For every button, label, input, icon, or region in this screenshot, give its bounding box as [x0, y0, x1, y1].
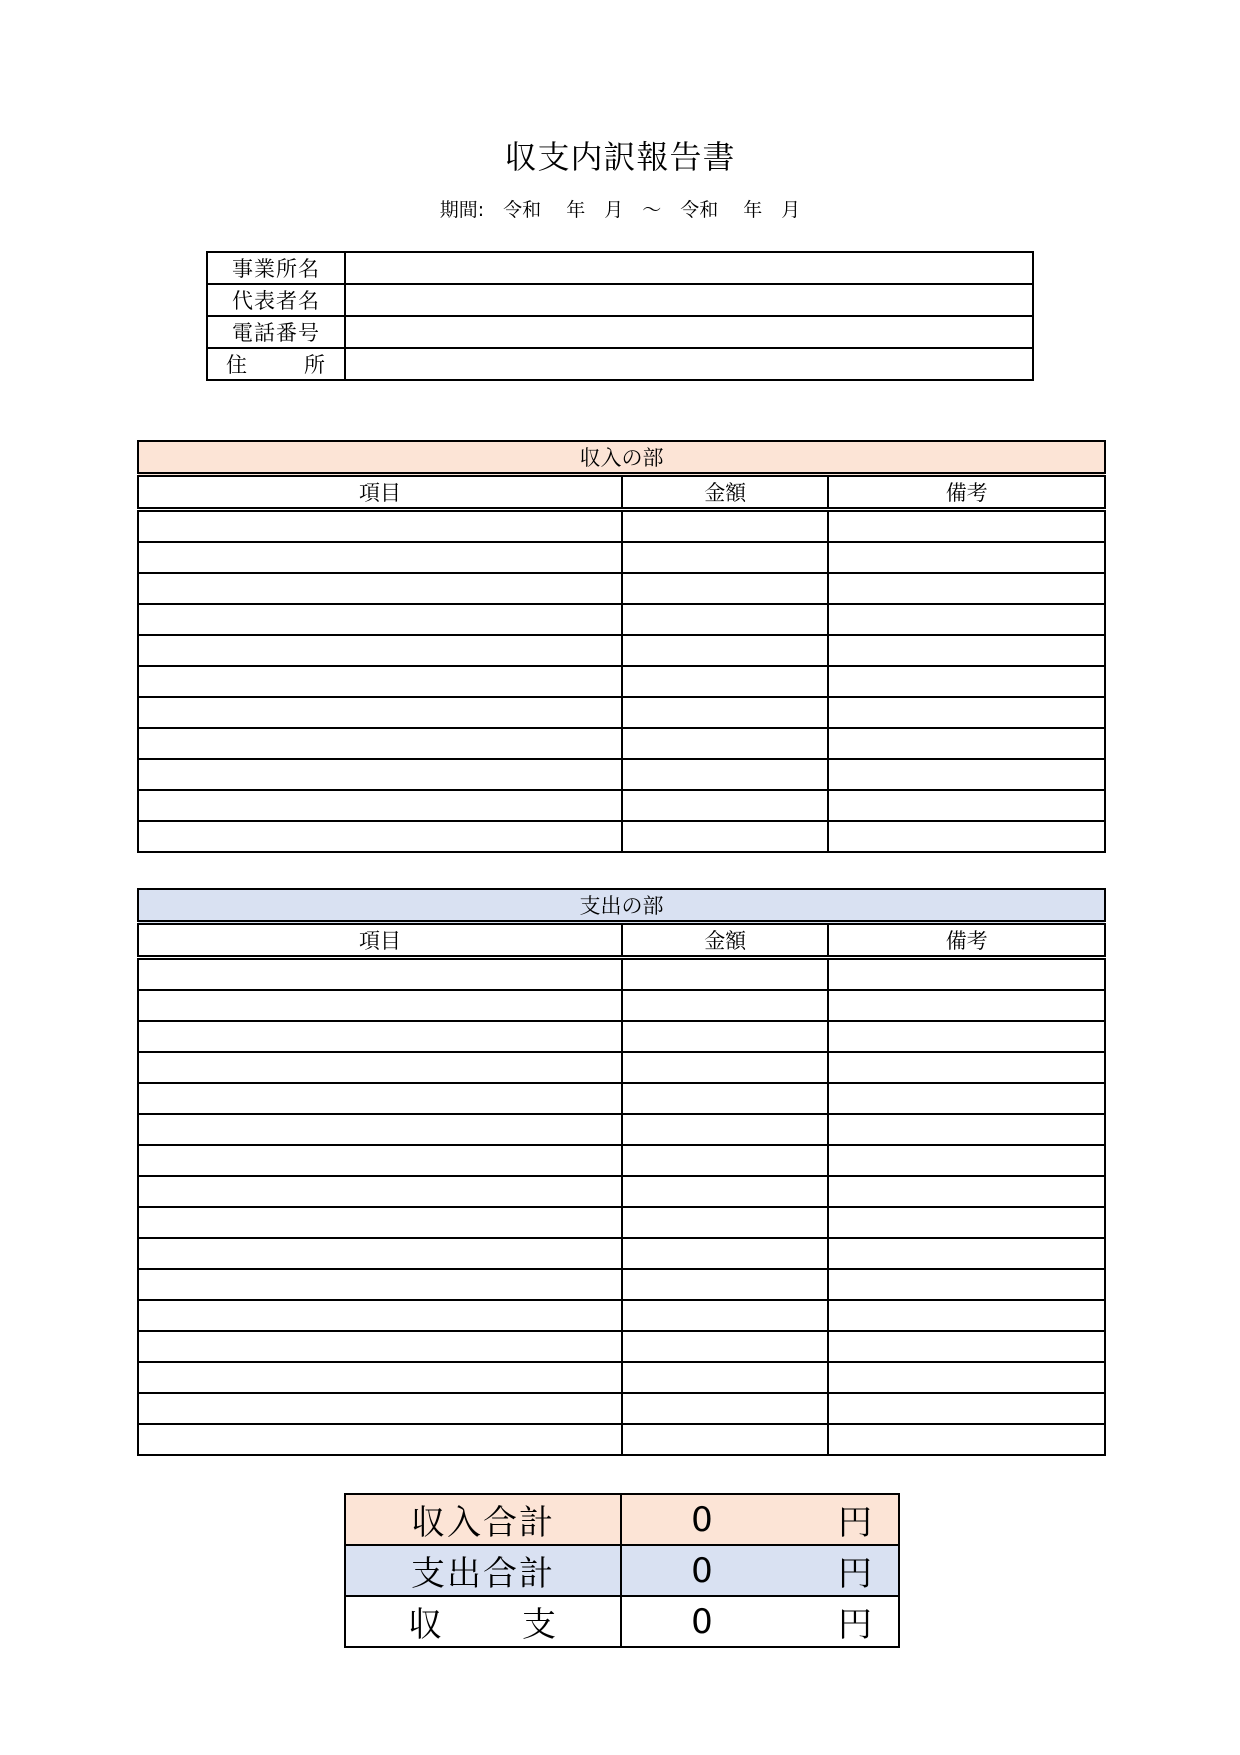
- expense-item-cell[interactable]: [138, 1083, 622, 1114]
- income-item-cell[interactable]: [138, 510, 622, 543]
- income-item-cell[interactable]: [138, 666, 622, 697]
- address-field[interactable]: [345, 348, 1033, 380]
- income-row: [138, 790, 1105, 821]
- expense-row: [138, 1207, 1105, 1238]
- expense-row: [138, 1393, 1105, 1424]
- expense-item-cell[interactable]: [138, 1424, 622, 1455]
- expense-amount-cell[interactable]: [622, 1114, 828, 1145]
- income-row: [138, 728, 1105, 759]
- representative-field[interactable]: [345, 284, 1033, 316]
- income-remark-cell[interactable]: [828, 542, 1105, 573]
- income-table: [137, 440, 1106, 853]
- expense-item-cell[interactable]: [138, 1114, 622, 1145]
- expense-item-cell[interactable]: [138, 958, 622, 991]
- summary-row-expense: [345, 1545, 899, 1596]
- expense-row: [138, 1083, 1105, 1114]
- expense-amount-cell[interactable]: [622, 1083, 828, 1114]
- income-item-cell[interactable]: [138, 759, 622, 790]
- expense-total-value: 0: [621, 1545, 782, 1596]
- expense-remark-cell[interactable]: [828, 1362, 1105, 1393]
- expense-amount-cell[interactable]: [622, 1207, 828, 1238]
- income-item-cell[interactable]: [138, 604, 622, 635]
- income-item-cell[interactable]: [138, 635, 622, 666]
- expense-row: [138, 1052, 1105, 1083]
- income-remark-cell[interactable]: [828, 821, 1105, 852]
- expense-item-cell[interactable]: [138, 1207, 622, 1238]
- expense-item-cell[interactable]: [138, 1238, 622, 1269]
- info-label: 代表者名: [207, 284, 345, 316]
- column-header-amount: 金額: [622, 923, 828, 958]
- expense-remark-cell[interactable]: [828, 1021, 1105, 1052]
- income-item-cell[interactable]: [138, 821, 622, 852]
- business-name-field[interactable]: [345, 252, 1033, 284]
- expense-remark-cell[interactable]: [828, 1145, 1105, 1176]
- info-row-phone: [207, 316, 1033, 348]
- income-row: [138, 759, 1105, 790]
- income-remark-cell[interactable]: [828, 790, 1105, 821]
- expense-remark-cell[interactable]: [828, 1083, 1105, 1114]
- income-row: [138, 821, 1105, 852]
- summary-row-balance: [345, 1596, 899, 1647]
- income-remark-cell[interactable]: [828, 635, 1105, 666]
- expense-amount-cell[interactable]: [622, 1424, 828, 1455]
- info-label: 事業所名: [207, 252, 345, 284]
- expense-item-cell[interactable]: [138, 1269, 622, 1300]
- expense-total-unit: 円: [782, 1545, 899, 1596]
- income-rows: [138, 510, 1105, 853]
- income-row: [138, 573, 1105, 604]
- expense-amount-cell[interactable]: [622, 1300, 828, 1331]
- income-total-value: 0: [621, 1494, 782, 1545]
- income-amount-cell[interactable]: [622, 542, 828, 573]
- expense-amount-cell[interactable]: [622, 1269, 828, 1300]
- income-item-cell[interactable]: [138, 728, 622, 759]
- business-info-table: [206, 251, 1034, 381]
- income-item-cell[interactable]: [138, 790, 622, 821]
- expense-amount-cell[interactable]: [622, 1238, 828, 1269]
- expense-amount-cell[interactable]: [622, 1145, 828, 1176]
- expense-remark-cell[interactable]: [828, 1393, 1105, 1424]
- info-row-representative: [207, 284, 1033, 316]
- income-row: [138, 510, 1105, 543]
- income-amount-cell[interactable]: [622, 666, 828, 697]
- expense-item-cell[interactable]: [138, 1052, 622, 1083]
- expense-item-cell[interactable]: [138, 1300, 622, 1331]
- summary-row-income: [345, 1494, 899, 1545]
- income-amount-cell[interactable]: [622, 790, 828, 821]
- expense-row: [138, 1145, 1105, 1176]
- income-header-row: [138, 475, 1105, 510]
- expense-row: [138, 1021, 1105, 1052]
- column-header-amount: 金額: [622, 475, 828, 510]
- expense-row: [138, 1300, 1105, 1331]
- income-remark-cell[interactable]: [828, 728, 1105, 759]
- income-remark-cell[interactable]: [828, 604, 1105, 635]
- column-header-remark: 備考: [828, 475, 1105, 510]
- column-header-item: 項目: [138, 923, 622, 958]
- expense-heading: 支出の部: [138, 889, 1105, 923]
- expense-amount-cell[interactable]: [622, 1021, 828, 1052]
- expense-remark-cell[interactable]: [828, 1052, 1105, 1083]
- expense-remark-cell[interactable]: [828, 1114, 1105, 1145]
- expense-item-cell[interactable]: [138, 1176, 622, 1207]
- balance-label: 収 支: [345, 1596, 621, 1647]
- income-total-unit: 円: [782, 1494, 899, 1545]
- expense-amount-cell[interactable]: [622, 958, 828, 991]
- income-remark-cell[interactable]: [828, 697, 1105, 728]
- income-remark-cell[interactable]: [828, 573, 1105, 604]
- expense-item-cell[interactable]: [138, 1362, 622, 1393]
- document-title: 収支内訳報告書: [504, 138, 736, 176]
- income-amount-cell[interactable]: [622, 728, 828, 759]
- expense-amount-cell[interactable]: [622, 1362, 828, 1393]
- income-row: [138, 697, 1105, 728]
- expense-item-cell[interactable]: [138, 1393, 622, 1424]
- info-row-business-name: [207, 252, 1033, 284]
- expense-remark-cell[interactable]: [828, 1300, 1105, 1331]
- expense-total-label: 支出合計: [345, 1545, 621, 1596]
- expense-remark-cell[interactable]: [828, 1238, 1105, 1269]
- expense-table: [137, 888, 1106, 1456]
- expense-item-cell[interactable]: [138, 990, 622, 1021]
- expense-row: [138, 1114, 1105, 1145]
- expense-amount-cell[interactable]: [622, 1176, 828, 1207]
- expense-item-cell[interactable]: [138, 1145, 622, 1176]
- expense-row: [138, 1269, 1105, 1300]
- expense-item-cell[interactable]: [138, 1331, 622, 1362]
- expense-row: [138, 1238, 1105, 1269]
- info-label: 電話番号: [207, 316, 345, 348]
- expense-row: [138, 958, 1105, 991]
- income-amount-cell[interactable]: [622, 759, 828, 790]
- expense-item-cell[interactable]: [138, 1021, 622, 1052]
- column-header-remark: 備考: [828, 923, 1105, 958]
- income-amount-cell[interactable]: [622, 573, 828, 604]
- expense-remark-cell[interactable]: [828, 1424, 1105, 1455]
- info-row-address: [207, 348, 1033, 380]
- income-total-label: 収入合計: [345, 1494, 621, 1545]
- expense-rows: [138, 958, 1105, 1456]
- expense-header-row: [138, 923, 1105, 958]
- income-row: [138, 542, 1105, 573]
- expense-row: [138, 1424, 1105, 1455]
- income-amount-cell[interactable]: [622, 821, 828, 852]
- expense-banner-row: [138, 889, 1105, 923]
- expense-row: [138, 1362, 1105, 1393]
- income-item-cell[interactable]: [138, 697, 622, 728]
- balance-value: 0: [621, 1596, 782, 1647]
- expense-amount-cell[interactable]: [622, 1052, 828, 1083]
- income-row: [138, 666, 1105, 697]
- income-heading: 収入の部: [138, 441, 1105, 475]
- expense-amount-cell[interactable]: [622, 990, 828, 1021]
- income-remark-cell[interactable]: [828, 510, 1105, 543]
- income-amount-cell[interactable]: [622, 635, 828, 666]
- summary-table: [344, 1493, 900, 1648]
- expense-remark-cell[interactable]: [828, 958, 1105, 991]
- income-amount-cell[interactable]: [622, 510, 828, 543]
- income-row: [138, 604, 1105, 635]
- income-row: [138, 635, 1105, 666]
- expense-remark-cell[interactable]: [828, 1331, 1105, 1362]
- income-amount-cell[interactable]: [622, 697, 828, 728]
- income-remark-cell[interactable]: [828, 759, 1105, 790]
- income-item-cell[interactable]: [138, 542, 622, 573]
- info-label: 住 所: [207, 348, 345, 380]
- balance-unit: 円: [782, 1596, 899, 1647]
- expense-row: [138, 1176, 1105, 1207]
- expense-remark-cell[interactable]: [828, 990, 1105, 1021]
- phone-field[interactable]: [345, 316, 1033, 348]
- income-amount-cell[interactable]: [622, 604, 828, 635]
- column-header-item: 項目: [138, 475, 622, 510]
- expense-row: [138, 1331, 1105, 1362]
- expense-row: [138, 990, 1105, 1021]
- expense-remark-cell[interactable]: [828, 1269, 1105, 1300]
- income-banner-row: [138, 441, 1105, 475]
- period-line: 期間: 令和 年 月 ～ 令和 年 月: [439, 199, 801, 221]
- expense-amount-cell[interactable]: [622, 1331, 828, 1362]
- income-remark-cell[interactable]: [828, 666, 1105, 697]
- expense-remark-cell[interactable]: [828, 1176, 1105, 1207]
- expense-amount-cell[interactable]: [622, 1393, 828, 1424]
- expense-remark-cell[interactable]: [828, 1207, 1105, 1238]
- income-item-cell[interactable]: [138, 573, 622, 604]
